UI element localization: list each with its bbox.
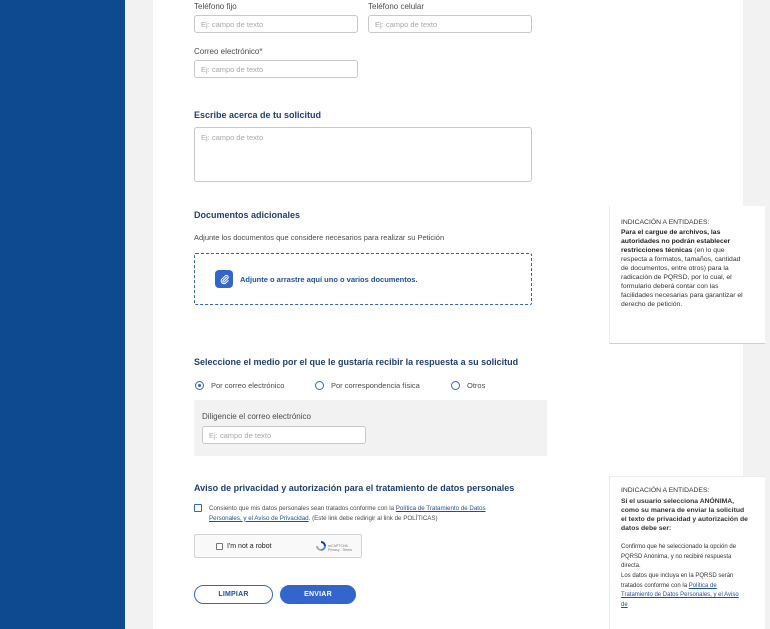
consent-prefix: Consiento que mis datos personales sean tratados conforme con la: [209, 505, 395, 512]
privacy-consent-checkbox[interactable]: [194, 504, 202, 512]
note-upload-bold: Para el cargue de archivos, las autoridades no podrán establecer restricciones técnicas: [621, 229, 731, 254]
radio-email-indicator: [195, 381, 204, 390]
email-label: Correo electrónico*: [194, 47, 263, 56]
privacy-title: Aviso de privacidad y autorización para el tratamiento de datos personales: [194, 483, 515, 493]
recaptcha-brand-links: Privacy - Terms: [328, 548, 353, 552]
radio-physical-mail-label: Por correspondencia física: [331, 381, 420, 390]
recaptcha-checkbox[interactable]: [216, 543, 223, 550]
note-upload-rest: (en lo que respecta a formatos, tamaños, cantidad de documentos, entre otros) para la radicación de PQRSD, por lo cual, el formulario deberá contar con las facilidades necesarias para garantizar el derecho de petición.: [621, 247, 743, 308]
entity-note-anonymous: [609, 476, 765, 629]
recaptcha-label: I'm not a robot: [227, 542, 272, 550]
radio-physical-mail-indicator: [315, 381, 324, 390]
response-email-input[interactable]: [202, 426, 366, 444]
note-anon-line2: Los datos que incluya en la PQRSD serán tratados conforme con la: [621, 573, 734, 589]
left-brand-band: [0, 0, 125, 629]
note-anon-line1: Confirmo que he seleccionado la opción de PQRSD Anónima, y no recibiré respuesta directa.: [621, 544, 737, 570]
radio-email[interactable]: [195, 381, 284, 390]
file-upload-dropzone[interactable]: [194, 253, 532, 305]
email-input[interactable]: [194, 60, 358, 78]
phone-mobile-label: Teléfono celular: [368, 2, 425, 11]
note-upload-heading: INDICACIÓN A ENTIDADES:: [621, 219, 710, 226]
phone-fixed-label: Teléfono fijo: [194, 2, 237, 11]
phone-fixed-input[interactable]: [194, 15, 358, 33]
recaptcha-brand-name: reCAPTCHA: [328, 544, 348, 548]
request-textarea[interactable]: [194, 127, 532, 182]
documents-helper: Adjunte los documentos que considere necesarios para realizar su Petición: [194, 233, 445, 242]
radio-other-label: Otros: [467, 381, 486, 390]
consent-suffix: . (Este link debe redirigir al link de POLÍTICAS): [308, 514, 438, 522]
privacy-consent-text: [209, 504, 519, 523]
radio-physical-mail[interactable]: [315, 381, 420, 390]
clear-button[interactable]: LIMPIAR: [194, 585, 273, 604]
send-button[interactable]: ENVIAR: [280, 585, 356, 604]
upload-label: Adjunte o arrastre aquí uno o varios documentos.: [240, 275, 418, 284]
entity-note-upload: [609, 206, 765, 344]
phone-mobile-input[interactable]: [368, 15, 532, 33]
response-method-title: Seleccione el medio por el que le gustaría recibir la respuesta a su solicitud: [194, 357, 519, 367]
privacy-policy-link[interactable]: Política de Tratamiento de Datos Personales, y el Aviso de Privacidad: [209, 505, 486, 522]
note-upload-body: [621, 228, 749, 309]
request-title: Escribe acerca de tu solicitud: [194, 110, 322, 120]
response-email-label: Diligencie el correo electrónico: [202, 412, 311, 421]
radio-email-label: Por correo electrónico: [211, 381, 285, 390]
radio-other-indicator: [451, 381, 460, 390]
recaptcha-logo-icon: [315, 540, 327, 552]
radio-other[interactable]: [451, 381, 485, 390]
paperclip-icon: [215, 270, 233, 288]
note-anon-heading: INDICACIÓN A ENTIDADES:: [621, 487, 710, 494]
recaptcha-widget: [194, 534, 362, 558]
note-anon-line2-block: [621, 572, 741, 611]
recaptcha-brand: [328, 544, 352, 552]
note-anon-policy-link[interactable]: Política de Tratamiento de Datos Personales, y el Aviso de: [621, 582, 739, 609]
note-anon-bold: Si el usuario selecciona ANÓNIMA, como su manera de enviar la solicitud el texto de privacidad y autorización de datos debe ser:: [621, 498, 748, 532]
documents-title: Documentos adicionales: [194, 210, 301, 220]
